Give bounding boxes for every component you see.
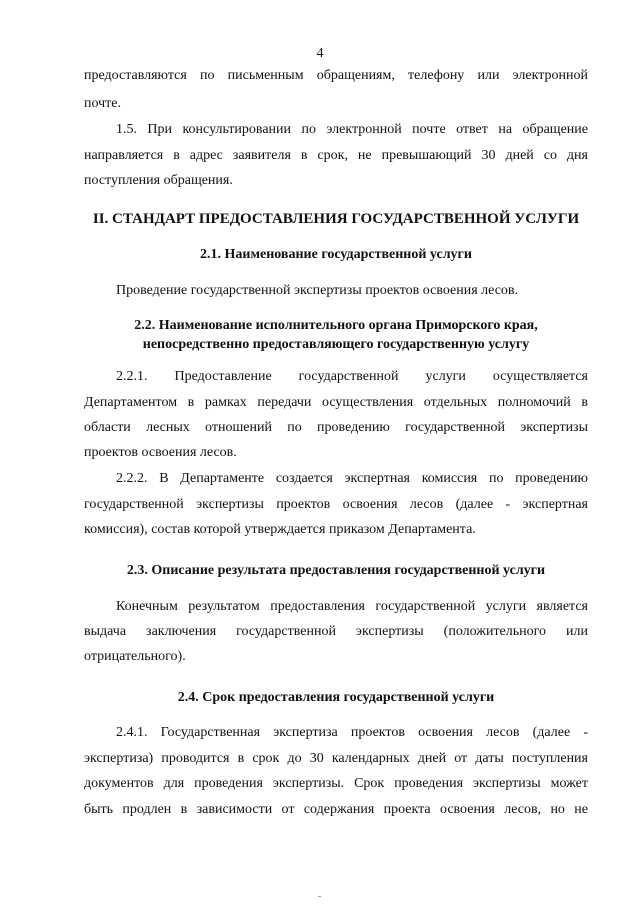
paragraph-line: почте.: [84, 96, 122, 111]
paragraph-line: 2.4.1. Государственная экспертиза проектов освоения лесов (далее -: [116, 725, 588, 740]
paragraph-line: Конечным результатом предоставления государственной услуги является: [116, 599, 588, 614]
paragraph-line: Проведение государственной экспертизы проектов освоения лесов.: [116, 283, 519, 298]
paragraph-line: поступления обращения.: [84, 173, 233, 188]
paragraph-line: области лесных отношений по проведению государственной экспертизы: [84, 420, 588, 435]
paragraph-line: предоставляются по письменным обращениям, телефону или электронной: [84, 68, 588, 83]
paragraph-line: быть продлен в зависимости от содержания проекта освоения лесов, но не: [84, 802, 588, 817]
paragraph-line: 2.2.1. Предоставление государственной услуги осуществляется: [116, 369, 588, 384]
paragraph-line: документов для проведения экспертизы. Срок проведения экспертизы может: [84, 776, 588, 791]
subsection-heading: непосредственно предоставляющего государственную услугу: [142, 337, 530, 352]
scan-speck: [318, 896, 321, 897]
paragraph-line: 2.2.2. В Департаменте создается экспертная комиссия по проведению: [116, 471, 588, 486]
paragraph-line: комиссия), состав которой утверждается приказом Департамента.: [84, 522, 476, 537]
paragraph-line: проектов освоения лесов.: [84, 445, 237, 460]
paragraph-line: 1.5. При консультировании по электронной почте ответ на обращение: [116, 122, 588, 137]
section-heading: II. СТАНДАРТ ПРЕДОСТАВЛЕНИЯ ГОСУДАРСТВЕННОЙ УСЛУГИ: [92, 211, 580, 227]
paragraph-line: направляется в адрес заявителя в срок, не превышающий 30 дней со дня: [84, 148, 588, 163]
paragraph-line: отрицательного).: [84, 649, 186, 664]
subsection-heading: 2.3. Описание результата предоставления государственной услуги: [126, 563, 546, 578]
paragraph-line: государственной экспертизы проектов освоения лесов (далее - экспертная: [84, 497, 588, 512]
paragraph-line: экспертиза) проводится в срок до 30 календарных дней от даты поступления: [84, 751, 588, 766]
subsection-heading: 2.4. Срок предоставления государственной услуги: [177, 690, 495, 705]
page-number: 4: [316, 46, 324, 61]
paragraph-line: Департаментом в рамках передачи осуществления отдельных полномочий в: [84, 395, 588, 410]
subsection-heading: 2.2. Наименование исполнительного органа Приморского края,: [134, 318, 538, 333]
paragraph-line: выдача заключения государственной экспертизы (положительного или: [84, 624, 588, 639]
subsection-heading: 2.1. Наименование государственной услуги: [200, 247, 472, 262]
